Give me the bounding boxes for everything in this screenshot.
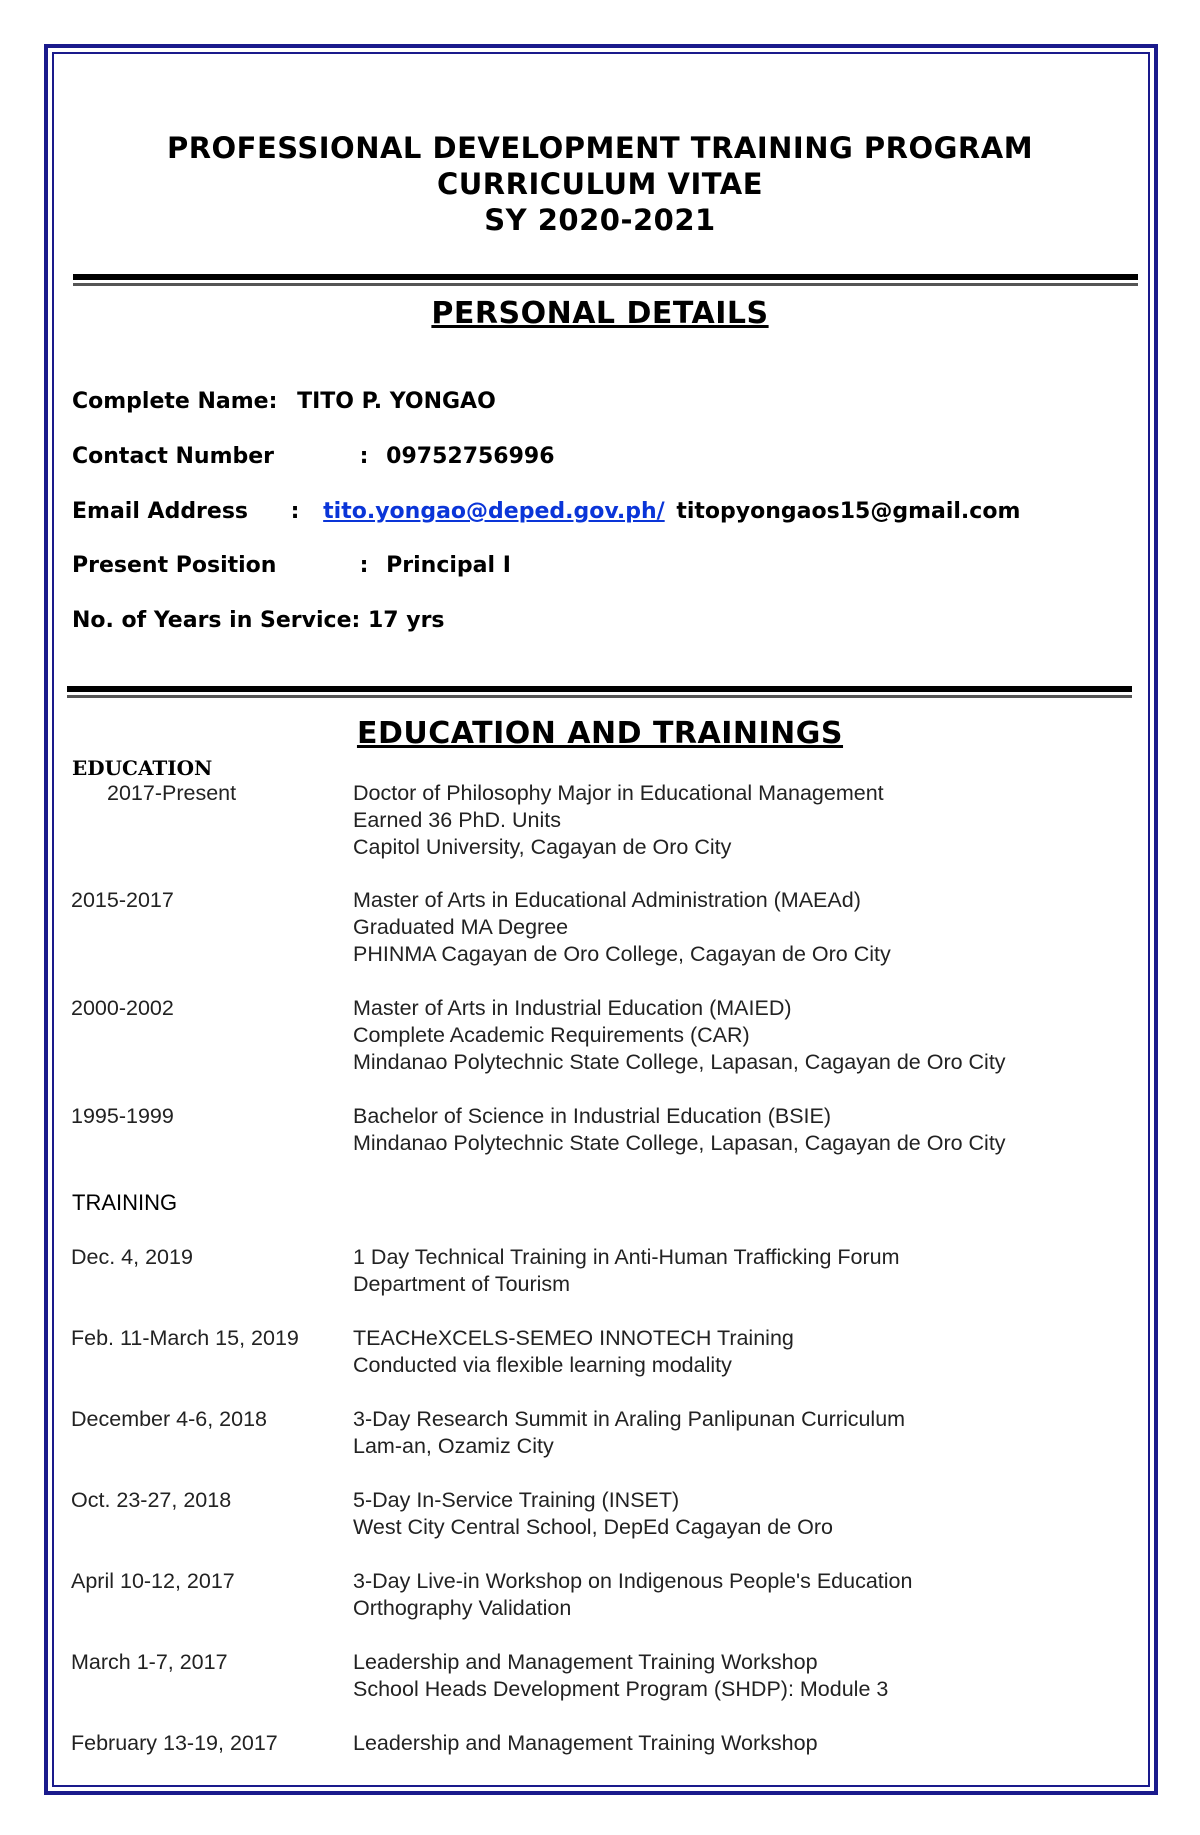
education-date: 2017-Present <box>107 781 237 805</box>
training-description-line: West City Central School, DepEd Cagayan de Oro <box>353 1515 834 1539</box>
email-colon: : <box>290 499 300 524</box>
training-description-line: 3-Day Live-in Workshop on Indigenous People's Education <box>353 1569 913 1593</box>
training-date: February 13-19, 2017 <box>71 1731 278 1755</box>
training-description-line: Orthography Validation <box>353 1596 572 1620</box>
education-description <box>353 780 884 861</box>
education-description-line: Doctor of Philosophy Major in Educational Management <box>353 781 884 805</box>
training-date: March 1-7, 2017 <box>71 1650 228 1674</box>
education-description-line: Mindanao Polytechnic State College, Lapasan, Cagayan de Oro City <box>353 1050 1006 1074</box>
education-date: 1995-1999 <box>71 1104 174 1128</box>
email-row <box>72 498 1020 526</box>
training-description <box>353 1568 912 1622</box>
contact-label: Contact Number <box>72 444 275 469</box>
contact-value: 09752756996 <box>386 444 555 469</box>
training-date: April 10-12, 2017 <box>71 1569 235 1593</box>
education-description-line: Complete Academic Requirements (CAR) <box>353 1023 750 1047</box>
education-date: 2015-2017 <box>71 888 174 912</box>
education-description <box>353 887 891 968</box>
position-row <box>72 552 511 580</box>
training-subheading: TRAINING <box>72 1190 178 1215</box>
training-description-line: Leadership and Management Training Workshop <box>353 1731 818 1755</box>
education-description-line: Mindanao Polytechnic State College, Lapasan, Cagayan de Oro City <box>353 1131 1006 1155</box>
education-description <box>353 995 1006 1076</box>
training-description <box>353 1649 888 1703</box>
training-description-line: TEACHeXCELS-SEMEO INNOTECH Training <box>353 1326 794 1350</box>
training-description <box>353 1325 794 1379</box>
education-description-line: Master of Arts in Industrial Education (MAIED) <box>353 996 792 1020</box>
position-label: Present Position <box>72 553 277 578</box>
training-description-line: Conducted via flexible learning modality <box>353 1353 732 1377</box>
training-description-line: 5-Day In-Service Training (INSET) <box>353 1488 680 1512</box>
email-link[interactable]: tito.yongao@deped.gov.ph/ <box>323 499 665 524</box>
name-label: Complete Name: <box>72 389 278 414</box>
training-date: Oct. 23-27, 2018 <box>71 1488 232 1512</box>
education-trainings-heading: EDUCATION AND TRAININGS <box>356 716 844 751</box>
training-description-line: 3-Day Research Summit in Araling Panlipunan Curriculum <box>353 1407 906 1431</box>
training-description-line: Lam-an, Ozamiz City <box>353 1434 554 1458</box>
training-description <box>353 1406 905 1460</box>
education-description-line: Earned 36 PhD. Units <box>353 808 561 832</box>
training-description-line: 1 Day Technical Training in Anti-Human Trafficking Forum <box>353 1245 900 1269</box>
position-colon: : <box>359 553 369 578</box>
document-title-line2: CURRICULUM VITAE <box>436 167 764 201</box>
training-date: Feb. 11-March 15, 2019 <box>71 1326 299 1350</box>
divider-middle <box>67 686 1132 698</box>
training-date: December 4-6, 2018 <box>71 1407 267 1431</box>
education-description-line: Master of Arts in Educational Administration (MAEAd) <box>353 888 861 912</box>
email-other: titopyongaos15@gmail.com <box>676 499 1021 524</box>
name-value: TITO P. YONGAO <box>297 389 496 414</box>
email-label: Email Address <box>72 499 249 524</box>
training-description-line: School Heads Development Program (SHDP): Module 3 <box>353 1677 889 1701</box>
position-value: Principal I <box>386 553 511 578</box>
personal-details-heading: PERSONAL DETAILS <box>431 296 769 331</box>
education-subheading: EDUCATION <box>72 756 213 780</box>
contact-colon: : <box>359 444 369 469</box>
education-date: 2000-2002 <box>71 996 174 1020</box>
education-description-line: PHINMA Cagayan de Oro College, Cagayan de Oro City <box>353 942 891 966</box>
training-description <box>353 1730 818 1757</box>
education-description <box>353 1103 1006 1157</box>
training-description <box>353 1487 833 1541</box>
training-date: Dec. 4, 2019 <box>71 1245 193 1269</box>
contact-row <box>72 443 555 471</box>
document-title-line1: PROFESSIONAL DEVELOPMENT TRAINING PROGRAM <box>166 131 1034 165</box>
training-description-line: Leadership and Management Training Workshop <box>353 1650 818 1674</box>
education-description-line: Graduated MA Degree <box>353 915 569 939</box>
years-in-service: No. of Years in Service: 17 yrs <box>72 608 445 633</box>
training-description <box>353 1244 900 1298</box>
name-row <box>72 388 496 416</box>
training-description-line: Department of Tourism <box>353 1272 571 1296</box>
divider-top <box>73 274 1138 286</box>
document-title-line3: SY 2020-2021 <box>484 203 716 237</box>
education-description-line: Capitol University, Cagayan de Oro City <box>353 835 732 859</box>
education-description-line: Bachelor of Science in Industrial Education (BSIE) <box>353 1104 832 1128</box>
